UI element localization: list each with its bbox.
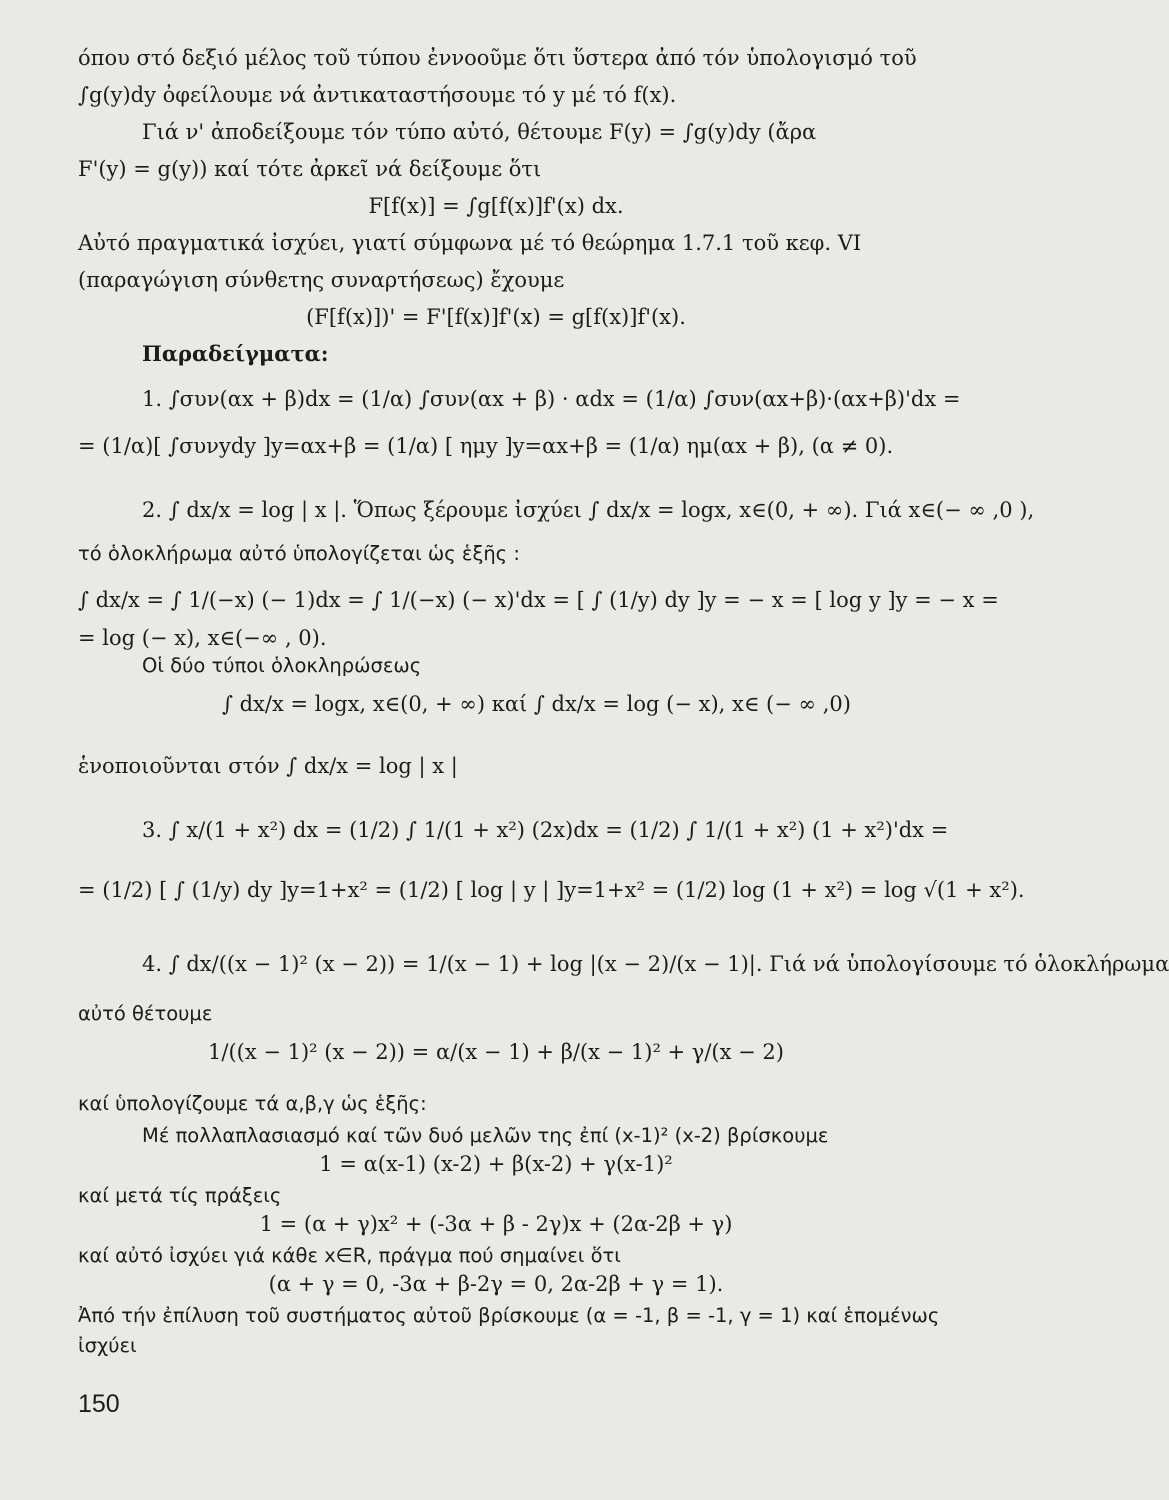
example-4-line: Μέ πολλαπλασιασμό καί τῶν δυό μελῶν της ἐπί (x-1)² (x-2) βρίσκουμε [142,1124,829,1147]
example-1-line: = (1/α)[ ∫συνydy ]y=αx+β = (1/α) [ ημy ]y=αx+β = (1/α) ημ(αx + β), (α ≠ 0). [78,434,894,458]
example-4-line: καί ὑπολογίζουμε τά α,β,γ ὡς ἑξῆς: [78,1092,427,1115]
formula-line: 1 = α(x-1) (x-2) + β(x-2) + γ(x-1)² [319,1152,673,1176]
example-2-line: 2. ∫ dx/x = log | x |. Ὅπως ξέρουμε ἰσχύει ∫ dx/x = logx, x∈(0, + ∞). Γιά x∈(− ∞ ,0 ), [142,498,1035,522]
example-4-line: καί αὐτό ἰσχύει γιά κάθε x∈R, πράγμα πού σημαίνει ὅτι [78,1244,621,1267]
example-2-line: ∫ dx/x = logx, x∈(0, + ∞) καί ∫ dx/x = log (− x), x∈ (− ∞ ,0) [222,692,851,716]
example-4-line: ἰσχύει [78,1334,137,1357]
example-3-line: 3. ∫ x/(1 + x²) dx = (1/2) ∫ 1/(1 + x²) (2x)dx = (1/2) ∫ 1/(1 + x²) (1 + x²)'dx = [142,818,949,842]
intro-line: όπου στό δεξιό μέλος τοῦ τύπου ἐννοοῦμε ὅτι ὕστερα ἀπό τόν ὑπολογισμό τοῦ [78,46,917,70]
intro-line: Γιά ν' ἀποδείξουμε τόν τύπο αὐτό, θέτουμε F(y) = ∫g(y)dy (ἄρα [142,120,817,144]
example-2-line: = log (− x), x∈(−∞ , 0). [78,626,327,650]
example-1-line: 1. ∫συν(αx + β)dx = (1/α) ∫συν(αx + β) · αdx = (1/α) ∫συν(αx+β)·(αx+β)'dx = [142,387,961,411]
examples-heading: Παραδείγματα: [142,341,329,366]
example-4-line: καί μετά τίς πράξεις [78,1184,282,1207]
example-4-line: αὐτό θέτουμε [78,1002,213,1025]
example-2-line: ἑνοποιοῦνται στόν ∫ dx/x = log | x | [78,754,458,778]
intro-line: (παραγώγιση σύνθετης συναρτήσεως) ἔχουμε [78,268,565,292]
formula-line: 1/((x − 1)² (x − 2)) = α/(x − 1) + β/(x − 1)² + γ/(x − 2) [208,1040,784,1064]
example-4-line: Ἀπό τήν ἐπίλυση τοῦ συστήματος αὐτοῦ βρίσκουμε (α = -1, β = -1, γ = 1) καί ἑπομένως [78,1304,940,1327]
example-2-line: τό ὁλοκλήρωμα αὐτό ὑπολογίζεται ὡς ἑξῆς : [78,542,520,565]
formula-line: F[f(x)] = ∫g[f(x)]f'(x) dx. [368,194,624,218]
intro-line: F'(y) = g(y)) καί τότε ἀρκεῖ νά δείξουμε ὅτι [78,157,542,181]
formula-line: 1 = (α + γ)x² + (-3α + β - 2γ)x + (2α-2β + γ) [259,1212,733,1236]
example-3-line: = (1/2) [ ∫ (1/y) dy ]y=1+x² = (1/2) [ log | y | ]y=1+x² = (1/2) log (1 + x²) = log √(1 + x²). [78,878,1025,902]
example-2-line: Οἱ δύο τύποι ὁλοκληρώσεως [142,654,422,677]
intro-line: Αὐτό πραγματικά ἰσχύει, γιατί σύμφωνα μέ τό θεώρημα 1.7.1 τοῦ κεφ. VI [78,231,862,255]
example-4-line: 4. ∫ dx/((x − 1)² (x − 2)) = 1/(x − 1) + log |(x − 2)/(x − 1)|. Γιά νά ὑπολογίσουμε τό ὁλοκλήρωμα [142,952,1169,976]
page-number: 150 [78,1390,120,1418]
example-2-line: ∫ dx/x = ∫ 1/(−x) (− 1)dx = ∫ 1/(−x) (− x)'dx = [ ∫ (1/y) dy ]y = − x = [ log y ]y = − x = [78,588,999,612]
intro-line: ∫g(y)dy ὀφείλουμε νά ἀντικαταστήσουμε τό y μέ τό f(x). [78,83,677,107]
formula-line: (F[f(x)])' = F'[f(x)]f'(x) = g[f(x)]f'(x). [306,305,686,329]
formula-line: (α + γ = 0, -3α + β-2γ = 0, 2α-2β + γ = 1). [268,1272,724,1296]
